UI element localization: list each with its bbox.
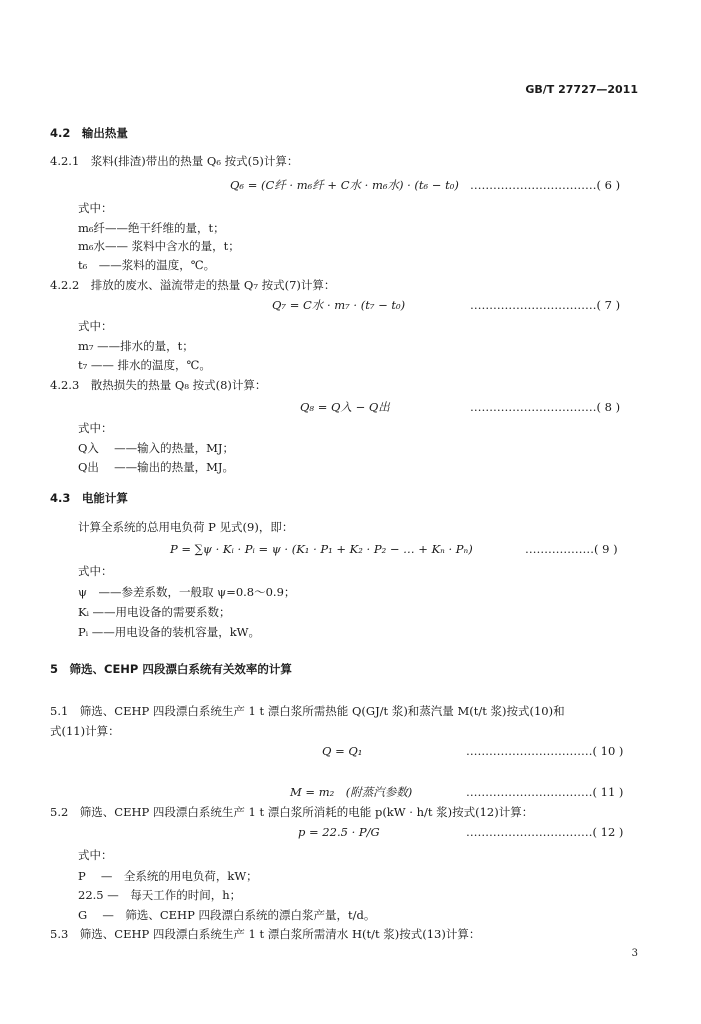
- equation-number: ……………………………( 7 ): [470, 298, 621, 312]
- where-label: 式中：: [78, 848, 113, 862]
- equation-number: ……………………………( 6 ): [470, 178, 621, 192]
- term-definition: m₆水—— 浆料中含水的量，t；: [78, 239, 240, 253]
- equation: Q = Q₁: [322, 744, 363, 758]
- clause-text: 计算全系统的总用电负荷 P 见式(9)，即：: [78, 520, 294, 534]
- where-label: 式中：: [78, 201, 113, 215]
- page-number: 3: [631, 948, 638, 959]
- term-definition: ψ ——参差系数，一般取 ψ=0.8～0.9；: [78, 585, 296, 599]
- clause-text: 4.2.2 排放的废水、溢流带走的热量 Q₇ 按式(7)计算：: [50, 278, 336, 292]
- section-heading: 4.2 输出热量: [50, 126, 128, 140]
- equation: Q₆ = (C纤 · m₆纤 + C水 · m₆水) · (t₆ − t₀): [230, 178, 459, 192]
- term-definition: P — 全系统的用电负荷，kW；: [78, 869, 258, 883]
- equation-number: ……………………………( 11 ): [466, 785, 624, 799]
- term-definition: G — 筛选、CEHP 四段漂白系统的漂白浆产量，t/d。: [78, 908, 376, 922]
- equation: M = m₂ (附蒸汽参数): [290, 785, 413, 799]
- equation-number: ……………………………( 12 ): [466, 825, 624, 839]
- term-definition: Q入 ——输入的热量，MJ；: [78, 441, 234, 455]
- clause-text: 5.2 筛选、CEHP 四段漂白系统生产 1 t 漂白浆所消耗的电能 p(kW · h/t 浆)按式(12)计算：: [50, 805, 534, 819]
- term-definition: Q出 ——输出的热量，MJ。: [78, 460, 234, 474]
- standard-number: GB/T 27727—2011: [525, 83, 638, 96]
- where-label: 式中：: [78, 421, 113, 435]
- term-definition: t₆ ——浆料的温度，℃。: [78, 258, 216, 272]
- equation: Q₇ = C水 · m₇ · (t₇ − t₀): [272, 298, 406, 312]
- term-definition: Kᵢ ——用电设备的需要系数；: [78, 605, 231, 619]
- clause-text: 式(11)计算：: [50, 724, 120, 738]
- term-definition: Pᵢ ——用电设备的装机容量，kW。: [78, 625, 260, 639]
- where-label: 式中：: [78, 319, 113, 333]
- equation-number: ………………( 9 ): [525, 542, 618, 556]
- where-label: 式中：: [78, 564, 113, 578]
- clause-text: 5.3 筛选、CEHP 四段漂白系统生产 1 t 漂白浆所需清水 H(t/t 浆)按式(13)计算：: [50, 927, 481, 941]
- term-definition: m₇ ——排水的量，t；: [78, 339, 194, 353]
- section-heading: 4.3 电能计算: [50, 491, 128, 505]
- term-definition: 22.5 — 每天工作的时间，h；: [78, 888, 242, 902]
- clause-text: 4.2.1 浆料(排渣)带出的热量 Q₆ 按式(5)计算：: [50, 154, 299, 168]
- equation: P = ∑ψ · Kᵢ · Pᵢ = ψ · (K₁ · P₁ + K₂ · P₂ − … + Kₙ · Pₙ): [170, 542, 473, 556]
- equation-number: ……………………………( 10 ): [466, 744, 624, 758]
- term-definition: m₆纤——绝干纤维的量，t；: [78, 221, 225, 235]
- term-definition: t₇ —— 排水的温度，℃。: [78, 358, 211, 372]
- clause-text: 5.1 筛选、CEHP 四段漂白系统生产 1 t 漂白浆所需热能 Q(GJ/t 浆)和蒸汽量 M(t/t 浆)按式(10)和: [50, 704, 565, 718]
- equation-number: ……………………………( 8 ): [470, 400, 621, 414]
- section-heading: 5 筛选、CEHP 四段漂白系统有关效率的计算: [50, 662, 292, 676]
- equation: Q₈ = Q入 − Q出: [300, 400, 390, 414]
- equation: p = 22.5 · P/G: [298, 825, 380, 839]
- clause-text: 4.2.3 散热损失的热量 Q₈ 按式(8)计算：: [50, 378, 267, 392]
